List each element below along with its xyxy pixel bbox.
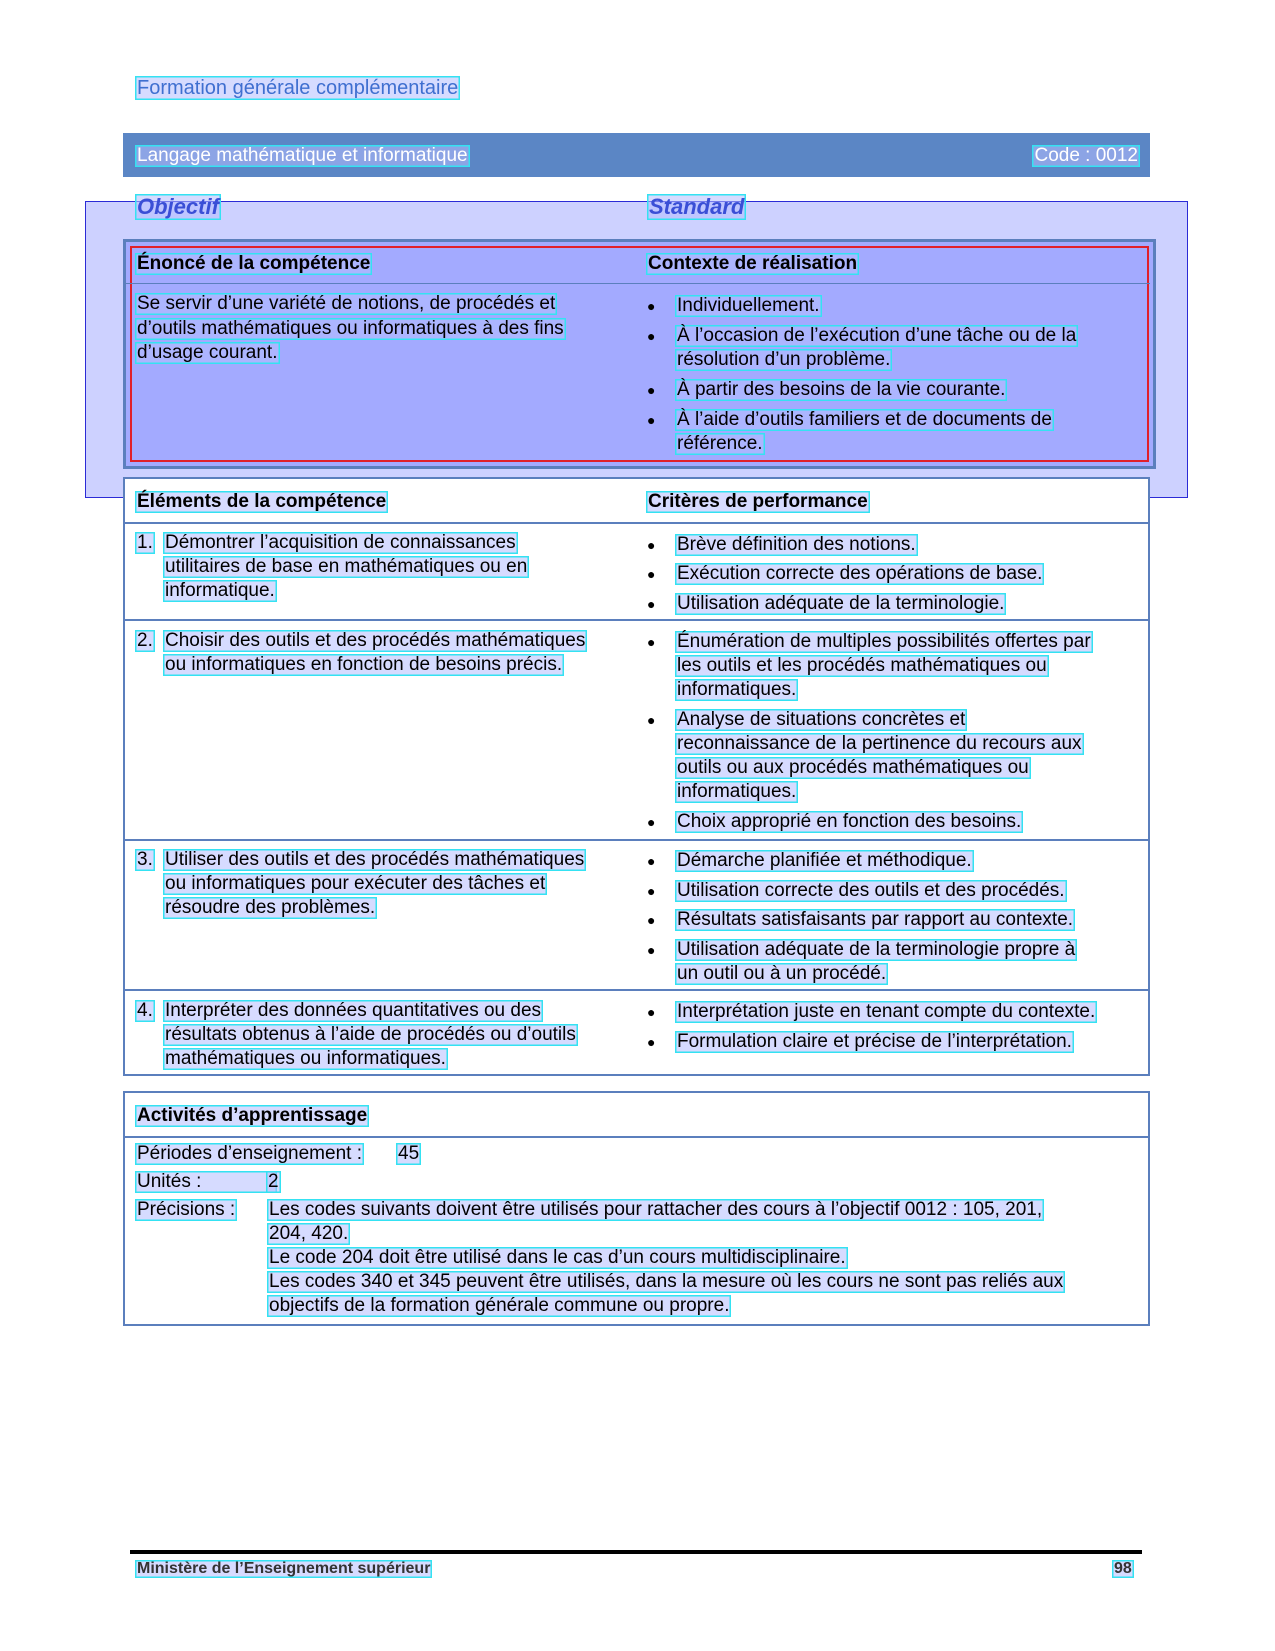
footer-ministry: Ministère de l’Enseignement supérieur	[137, 1560, 431, 1577]
precisions-label: Précisions :	[137, 1199, 236, 1220]
bullet-icon: ●	[647, 566, 656, 582]
criterion-item: Exécution correcte des opérations de base.	[677, 563, 1043, 584]
bullet-icon: ●	[647, 596, 656, 612]
periodes-value: 45	[398, 1143, 420, 1164]
bullet-icon: ●	[647, 382, 656, 398]
standard-heading: Standard	[649, 194, 745, 219]
enonce-divider	[123, 283, 1150, 284]
bullet-icon: ●	[647, 412, 656, 428]
element-text-line: informatique.	[165, 580, 275, 601]
criterion-item: Démarche planifiée et méthodique.	[677, 850, 972, 871]
context-item: résolution d’un problème.	[677, 349, 891, 370]
document-title: Formation générale complémentaire	[137, 77, 459, 99]
periodes-label: Périodes d’enseignement :	[137, 1143, 362, 1164]
enonce-text-line: d’usage courant.	[137, 342, 278, 363]
bullet-icon: ●	[647, 1004, 656, 1020]
criteres-heading: Critères de performance	[648, 491, 868, 512]
criterion-item: Énumération de multiples possibilités offertes par	[677, 631, 1091, 652]
element-text-line: Choisir des outils et des procédés mathématiques	[165, 630, 586, 651]
criterion-item: un outil ou à un procédé.	[677, 963, 887, 984]
enonce-text-line: d’outils mathématiques ou informatiques à des fins	[137, 318, 564, 339]
criterion-item: les outils et les procédés mathématiques ou	[677, 655, 1047, 676]
activites-heading: Activités d’apprentissage	[137, 1105, 368, 1126]
unites-value: 2	[268, 1171, 279, 1192]
precisions-line: 204, 420.	[269, 1223, 349, 1244]
bullet-icon: ●	[647, 853, 656, 869]
elements-heading: Éléments de la compétence	[137, 491, 387, 512]
row-divider	[125, 839, 1148, 841]
criterion-item: Utilisation correcte des outils et des procédés.	[677, 880, 1065, 901]
bullet-icon: ●	[647, 712, 656, 728]
element-number: 1.	[137, 532, 153, 553]
element-text-line: utilitaires de base en mathématiques ou en	[165, 556, 528, 577]
criterion-item: Choix approprié en fonction des besoins.	[677, 811, 1022, 832]
precisions-line: Les codes 340 et 345 peuvent être utilisés, dans la mesure où les cours ne sont pas reliés aux	[269, 1271, 1064, 1292]
bullet-icon: ●	[647, 298, 656, 314]
criterion-item: Résultats satisfaisants par rapport au contexte.	[677, 909, 1074, 930]
criterion-item: Brève définition des notions.	[677, 534, 916, 555]
criterion-item: Interprétation juste en tenant compte du contexte.	[677, 1001, 1096, 1022]
bullet-icon: ●	[647, 814, 656, 830]
bullet-icon: ●	[647, 942, 656, 958]
element-number: 3.	[137, 849, 153, 870]
elements-header-divider	[125, 522, 1148, 524]
objectif-heading: Objectif	[137, 194, 219, 219]
criterion-item: Utilisation adéquate de la terminologie propre à	[677, 939, 1076, 960]
course-title: Langage mathématique et informatique	[137, 145, 468, 166]
unites-label: Unités :	[135, 1171, 277, 1193]
element-number: 2.	[137, 630, 153, 651]
contexte-heading: Contexte de réalisation	[648, 253, 858, 274]
bullet-icon: ●	[647, 537, 656, 553]
criterion-item: informatiques.	[677, 679, 797, 700]
enonce-text-line: Se servir d’une variété de notions, de procédés et	[137, 293, 556, 314]
element-text-line: Démontrer l’acquisition de connaissances	[165, 532, 516, 553]
bullet-icon: ●	[647, 912, 656, 928]
criterion-item: outils ou aux procédés mathématiques ou	[677, 757, 1029, 778]
precisions-line: Les codes suivants doivent être utilisés pour rattacher des cours à l’objectif 0012 : 105, 201,	[269, 1199, 1043, 1220]
criterion-item: informatiques.	[677, 781, 797, 802]
course-code: Code : 0012	[1034, 145, 1138, 166]
context-item: À l’occasion de l’exécution d’une tâche ou de la	[677, 325, 1077, 346]
context-item: À l’aide d’outils familiers et de documents de	[677, 409, 1052, 430]
context-item: Individuellement.	[677, 295, 820, 316]
page-number: 98	[1114, 1560, 1132, 1577]
criterion-item: reconnaissance de la pertinence du recours aux	[677, 733, 1082, 754]
criterion-item: Utilisation adéquate de la terminologie.	[677, 593, 1005, 614]
element-text-line: Utiliser des outils et des procédés mathématiques	[165, 849, 585, 870]
course-banner	[123, 133, 1150, 177]
element-number: 4.	[137, 1000, 153, 1021]
footer-rule	[130, 1550, 1142, 1554]
row-divider	[125, 989, 1148, 991]
activites-divider	[125, 1136, 1148, 1138]
element-text-line: ou informatiques pour exécuter des tâches et	[165, 873, 546, 894]
element-text-line: résoudre des problèmes.	[165, 897, 376, 918]
element-text-line: résultats obtenus à l’aide de procédés ou d’outils	[165, 1024, 576, 1045]
bullet-icon: ●	[647, 883, 656, 899]
element-text-line: Interpréter des données quantitatives ou des	[165, 1000, 542, 1021]
enonce-heading: Énoncé de la compétence	[137, 253, 371, 274]
row-divider	[125, 619, 1148, 621]
precisions-line: objectifs de la formation générale commune ou propre.	[269, 1295, 730, 1316]
context-item: À partir des besoins de la vie courante.	[677, 379, 1006, 400]
criterion-item: Formulation claire et précise de l’interprétation.	[677, 1031, 1072, 1052]
criterion-item: Analyse de situations concrètes et	[677, 709, 966, 730]
context-item: référence.	[677, 433, 763, 454]
bullet-icon: ●	[647, 328, 656, 344]
bullet-icon: ●	[647, 634, 656, 650]
element-text-line: ou informatiques en fonction de besoins précis.	[165, 654, 563, 675]
element-text-line: mathématiques ou informatiques.	[165, 1048, 446, 1069]
bullet-icon: ●	[647, 1034, 656, 1050]
precisions-line: Le code 204 doit être utilisé dans le cas d’un cours multidisciplinaire.	[269, 1247, 846, 1268]
